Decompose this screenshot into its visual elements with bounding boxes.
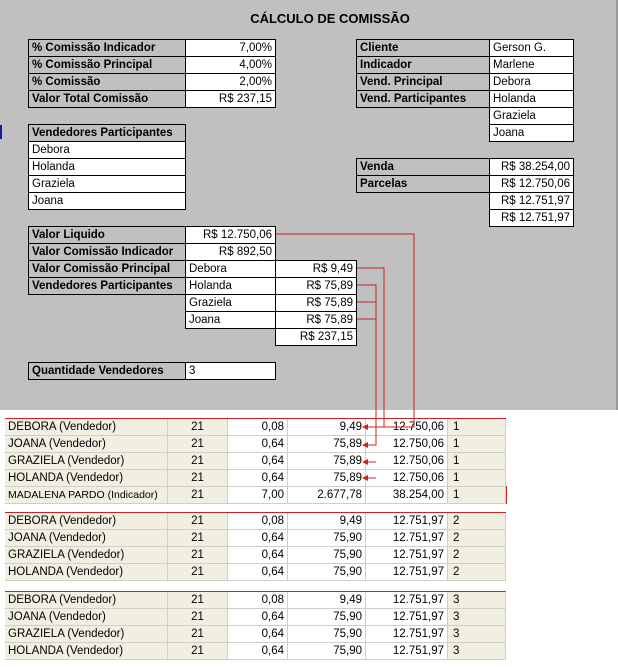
parcel-cell: 2 <box>448 547 506 564</box>
seller-cell: HOLANDA (Vendedor) <box>5 643 168 660</box>
base-cell: 12.751,97 <box>366 626 448 643</box>
vendedor-item[interactable]: Joana <box>28 192 186 210</box>
pct-principal-value[interactable]: 4,00% <box>185 56 276 74</box>
commission-cell: 75,89 <box>288 470 366 487</box>
rate-cell: 0,64 <box>228 564 288 581</box>
commission-cell: 9,49 <box>288 592 366 609</box>
parcela-3[interactable]: R$ 12.751,97 <box>489 209 574 227</box>
venda-label: Venda <box>356 158 490 176</box>
vendedor-item[interactable]: Graziela <box>28 175 186 193</box>
code-cell: 21 <box>168 513 228 530</box>
seller-cell: HOLANDA (Vendedor) <box>5 564 168 581</box>
pct-principal-label: % Comissão Principal <box>28 56 186 74</box>
parcela-1[interactable]: R$ 12.750,06 <box>489 175 574 193</box>
commission-cell: 9,49 <box>288 419 366 436</box>
parcelas-label: Parcelas <box>356 175 490 193</box>
code-cell: 21 <box>168 487 228 504</box>
base-cell: 12.751,97 <box>366 592 448 609</box>
code-cell: 21 <box>168 626 228 643</box>
code-cell: 21 <box>168 436 228 453</box>
comissao-total[interactable]: R$ 237,15 <box>275 328 357 346</box>
rate-cell: 0,64 <box>228 453 288 470</box>
parcel-cell: 1 <box>448 470 506 487</box>
arrowhead <box>362 475 368 481</box>
arrowhead <box>362 424 368 430</box>
rate-cell: 0,08 <box>228 513 288 530</box>
code-cell: 21 <box>168 530 228 547</box>
participante-name[interactable]: Joana <box>185 311 276 329</box>
pct-comissao-label: % Comissão <box>28 73 186 91</box>
parcel-cell: 2 <box>448 513 506 530</box>
trace-line-holanda <box>357 285 376 445</box>
code-cell: 21 <box>168 453 228 470</box>
parcela-2[interactable]: R$ 12.751,97 <box>489 192 574 210</box>
base-cell: 12.751,97 <box>366 564 448 581</box>
parcel-cell: 1 <box>448 487 506 504</box>
parcel-cell: 2 <box>448 564 506 581</box>
comissao-principal-value[interactable]: R$ 9,49 <box>275 260 357 278</box>
rate-cell: 0,64 <box>228 626 288 643</box>
comissao-indicador-value[interactable]: R$ 892,50 <box>185 243 276 261</box>
rate-cell: 0,64 <box>228 547 288 564</box>
participantes-label: Vendedores Participantes <box>28 277 186 295</box>
participante-name[interactable]: Holanda <box>185 277 276 295</box>
rate-cell: 0,08 <box>228 419 288 436</box>
seller-cell: DEBORA (Vendedor) <box>5 419 168 436</box>
valor-total-label: Valor Total Comissão <box>28 90 186 108</box>
arrowhead <box>362 459 368 465</box>
trace-line-valor-liquido <box>276 234 414 427</box>
base-cell: 12.751,97 <box>366 513 448 530</box>
base-cell: 12.751,97 <box>366 530 448 547</box>
indicador-label: Indicador <box>356 56 490 74</box>
code-cell: 21 <box>168 592 228 609</box>
rate-cell: 0,64 <box>228 436 288 453</box>
commission-cell: 75,90 <box>288 626 366 643</box>
commission-cell: 75,90 <box>288 547 366 564</box>
parcel-cell: 1 <box>448 419 506 436</box>
parcel-cell: 3 <box>448 609 506 626</box>
quantidade-value[interactable]: 3 <box>185 362 276 380</box>
vendedor-item[interactable]: Debora <box>28 141 186 159</box>
comissao-indicador-label: Valor Comissão Indicador <box>28 243 186 261</box>
arrowhead <box>362 442 368 448</box>
seller-cell: JOANA (Vendedor) <box>5 609 168 626</box>
code-cell: 21 <box>168 609 228 626</box>
indicador-value[interactable]: Marlene <box>489 56 574 74</box>
participante-value[interactable]: R$ 75,89 <box>275 311 357 329</box>
valor-liquido-value[interactable]: R$ 12.750,06 <box>185 226 276 244</box>
parcel-cell: 1 <box>448 436 506 453</box>
commission-cell: 2.677,78 <box>288 487 366 504</box>
seller-cell: DEBORA (Vendedor) <box>5 513 168 530</box>
commission-cell: 75,89 <box>288 436 366 453</box>
code-cell: 21 <box>168 470 228 487</box>
pct-comissao-value[interactable]: 2,00% <box>185 73 276 91</box>
vend-participante-1[interactable]: Holanda <box>489 90 574 108</box>
base-cell: 12.750,06 <box>366 436 448 453</box>
vendedor-item[interactable]: Holanda <box>28 158 186 176</box>
base-cell: 12.751,97 <box>366 547 448 564</box>
rate-cell: 0,08 <box>228 592 288 609</box>
venda-value[interactable]: R$ 38.254,00 <box>489 158 574 176</box>
commission-cell: 75,90 <box>288 643 366 660</box>
seller-cell: JOANA (Vendedor) <box>5 436 168 453</box>
rate-cell: 0,64 <box>228 470 288 487</box>
comissao-principal-label: Valor Comissão Principal <box>28 260 186 278</box>
vend-participante-2[interactable]: Graziela <box>489 107 574 125</box>
rate-cell: 0,64 <box>228 530 288 547</box>
base-cell: 12.751,97 <box>366 643 448 660</box>
participante-name[interactable]: Graziela <box>185 294 276 312</box>
cliente-label: Cliente <box>356 39 490 57</box>
code-cell: 21 <box>168 547 228 564</box>
valor-total-value[interactable]: R$ 237,15 <box>185 90 276 108</box>
seller-cell: GRAZIELA (Vendedor) <box>5 626 168 643</box>
parcel-cell: 3 <box>448 626 506 643</box>
base-cell: 12.750,06 <box>366 453 448 470</box>
seller-cell: HOLANDA (Vendedor) <box>5 470 168 487</box>
code-cell: 21 <box>168 564 228 581</box>
parcel-cell: 3 <box>448 643 506 660</box>
vend-participante-3[interactable]: Joana <box>489 124 574 142</box>
code-cell: 21 <box>168 643 228 660</box>
page-title: CÁLCULO DE COMISSÃO <box>250 11 410 26</box>
parcel-cell: 1 <box>448 453 506 470</box>
participante-value[interactable]: R$ 75,89 <box>275 277 357 295</box>
base-cell: 12.750,06 <box>366 419 448 436</box>
seller-cell: JOANA (Vendedor) <box>5 530 168 547</box>
seller-cell: MADALENA PARDO (Indicador) <box>5 487 168 504</box>
base-cell: 38.254,00 <box>366 487 448 504</box>
vendedores-header: Vendedores Participantes <box>28 124 186 142</box>
pct-indicador-label: % Comissão Indicador <box>28 39 186 57</box>
rate-cell: 7,00 <box>228 487 288 504</box>
parcel-cell: 3 <box>448 592 506 609</box>
rate-cell: 0,64 <box>228 643 288 660</box>
vend-principal-label: Vend. Principal <box>356 73 490 91</box>
code-cell: 21 <box>168 419 228 436</box>
quantidade-label: Quantidade Vendedores <box>28 362 186 380</box>
commission-cell: 9,49 <box>288 513 366 530</box>
parcel-cell: 2 <box>448 530 506 547</box>
seller-cell: GRAZIELA (Vendedor) <box>5 453 168 470</box>
vend-principal-value[interactable]: Debora <box>489 73 574 91</box>
commission-cell: 75,90 <box>288 609 366 626</box>
participante-value[interactable]: R$ 75,89 <box>275 294 357 312</box>
vend-participantes-label: Vend. Participantes <box>356 90 490 108</box>
cliente-value[interactable]: Gerson G. <box>489 39 574 57</box>
seller-cell: GRAZIELA (Vendedor) <box>5 547 168 564</box>
valor-liquido-label: Valor Liquido <box>28 226 186 244</box>
trace-line-principal <box>357 268 384 427</box>
commission-cell: 75,90 <box>288 564 366 581</box>
base-cell: 12.750,06 <box>366 470 448 487</box>
commission-cell: 75,89 <box>288 453 366 470</box>
comissao-principal-name[interactable]: Debora <box>185 260 276 278</box>
seller-cell: DEBORA (Vendedor) <box>5 592 168 609</box>
rate-cell: 0,64 <box>228 609 288 626</box>
base-cell: 12.751,97 <box>366 609 448 626</box>
pct-indicador-value[interactable]: 7,00% <box>185 39 276 57</box>
commission-cell: 75,90 <box>288 530 366 547</box>
